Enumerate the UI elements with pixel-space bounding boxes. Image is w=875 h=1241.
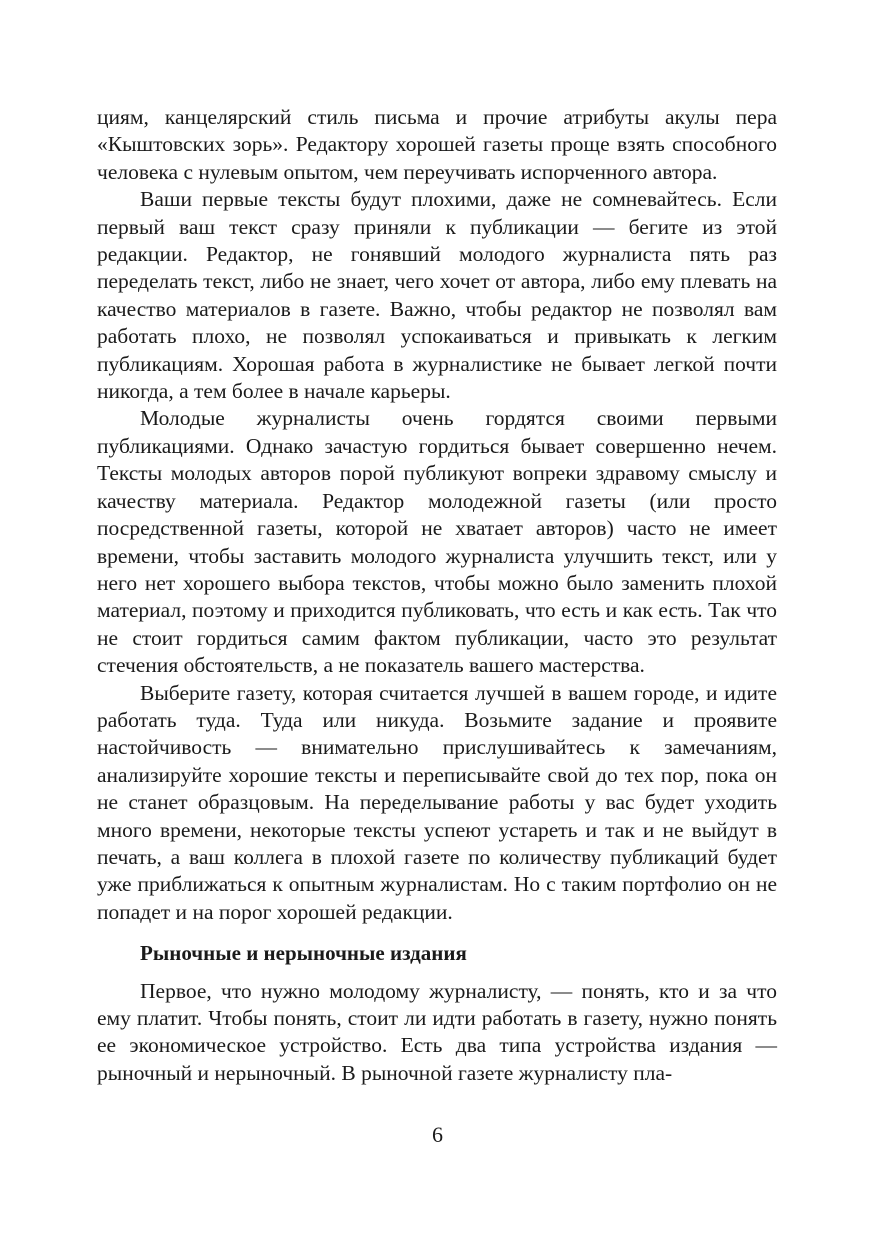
section-heading: Рыночные и нерыночные издания (140, 941, 467, 966)
paragraph-continuation: циям, канцелярский стиль письма и прочие атрибуты акулы пера «Кыштовских зорь». Редактору хорошей газеты проще взять способного человека с нулевым опытом, чем переучивать испорченного автора. (97, 105, 777, 184)
page-body (97, 104, 777, 1087)
paragraph-pride: Молодые журналисты очень гордятся своими первыми публикациями. Однако зачастую гордиться бывает совершенно нечем. Тексты молодых авторов порой публикуют вопреки здравому смыслу и качеству материала. Редактор молодежной газеты (или просто посредственной газеты, которой не хватает авторов) часто не имеет времени, чтобы заставить молодого журналиста улучшить текст, или у него нет хорошего выбора текстов, чтобы можно было заменить плохой материал, поэтому и приходится публиковать, что есть и как есть. Так что не стоит гордиться самим фактом публикации, часто это результат стечения обстоятельств, а не показатель вашего мастерства. (97, 406, 777, 678)
paragraph-market: Первое, что нужно молодому журналисту, — понять, кто и за что ему платит. Чтобы понять, стоит ли идти работать в газету, нужно понять ее экономическое устройство. Есть два типа устройства издания — рыночный и нерыночный. В рыночной газете журналисту пла- (97, 978, 777, 1085)
paragraph-choose-newspaper: Выберите газету, которая считается лучшей в вашем городе, и идите работать туда. Туда или никуда. Возьмите задание и проявите настойчивость — внимательно прислушивайтесь к замечаниям, анализируйте хорошие тексты и переписывайте свой до тех пор, пока он не станет образцовым. На переделывание работы у вас будет уходить много времени, некоторые тексты успеют устареть и так и не выйдут в печать, а ваш коллега в плохой газете по количеству публикаций будет уже приближаться к опытным журналистам. Но с таким портфолио он не попадет и на порог хорошей редакции. (97, 680, 777, 924)
page-number: 6 (432, 1122, 443, 1147)
paragraph-first-texts: Ваши первые тексты будут плохими, даже не сомневайтесь. Если первый ваш текст сразу приняли к публикации — бегите из этой редакции. Редактор, не гонявший молодого журналиста пять раз переделать текст, либо не знает, чего хочет от автора, либо ему плевать на качество материалов в газете. Важно, чтобы редактор не позволял вам работать плохо, не позволял успокаиваться и привыкать к легким публикациям. Хорошая работа в журналистике не бывает легкой почти никогда, а тем более в начале карьеры. (97, 187, 777, 404)
